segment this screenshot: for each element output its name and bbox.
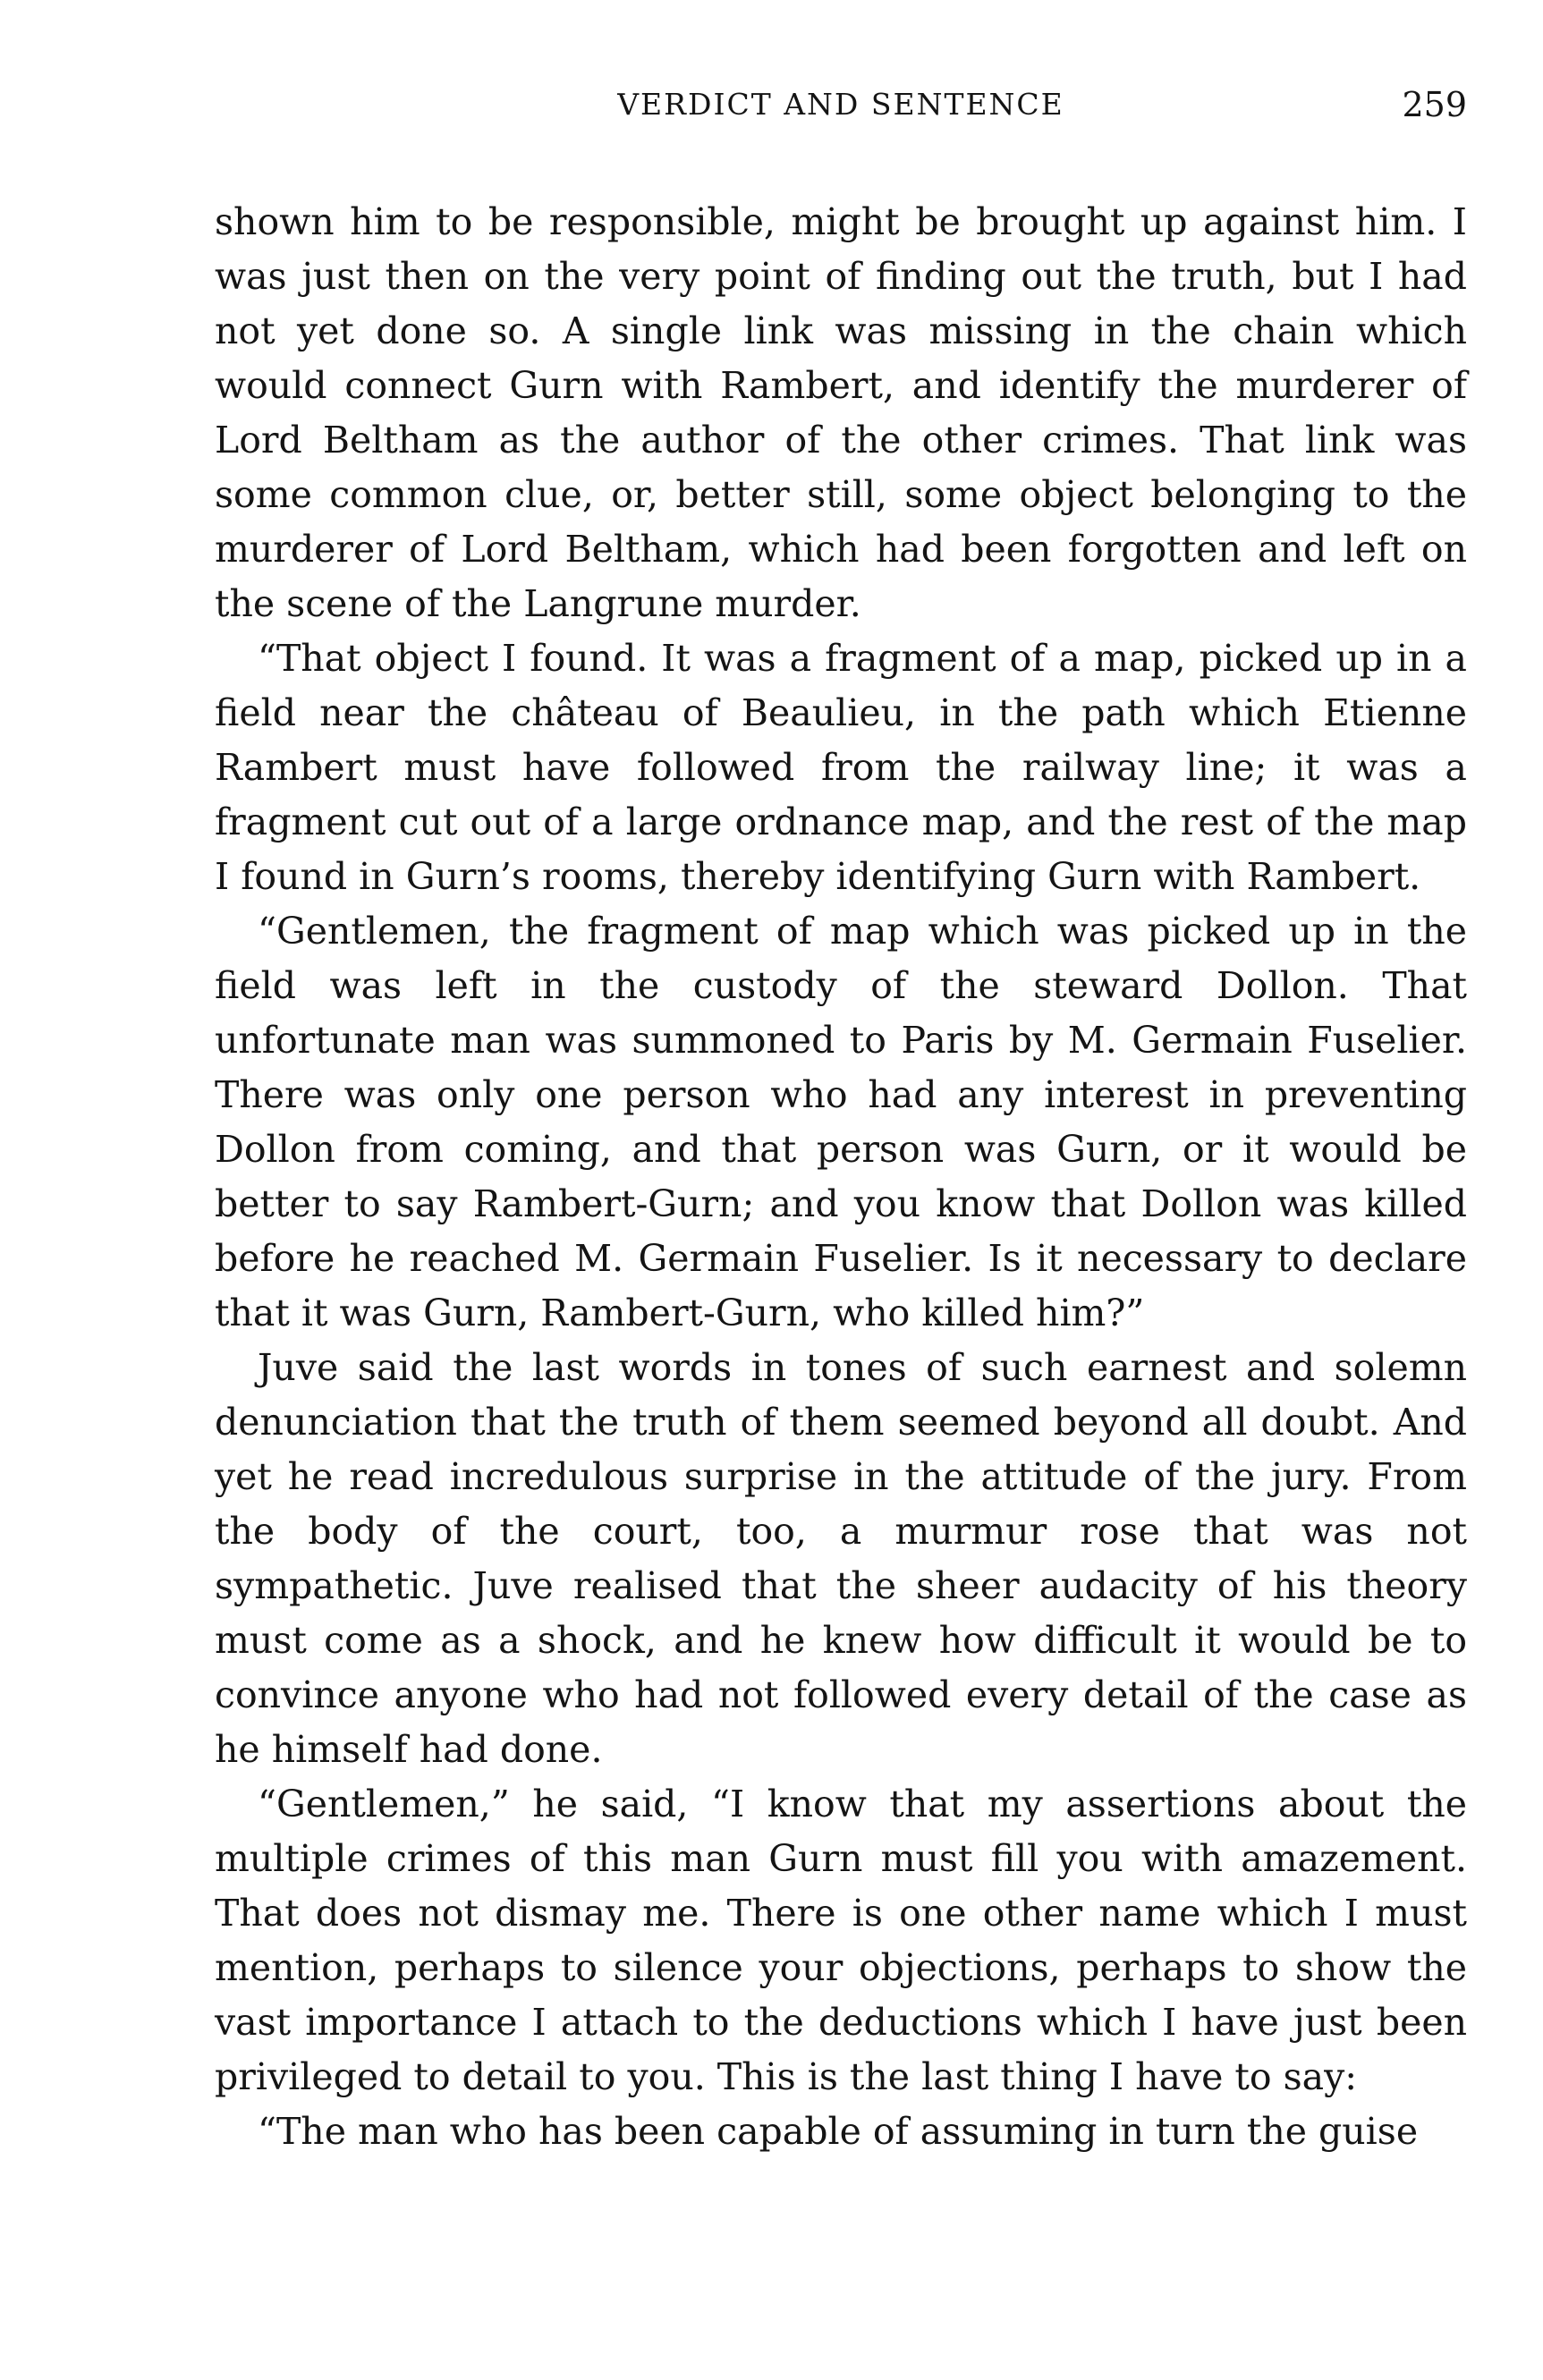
running-title: VERDICT AND SENTENCE: [617, 87, 1064, 122]
paragraph: “Gentlemen,” he said, “I know that my assertions about the multiple crimes of this man Gurn must fill you with amazement. That does not dismay me. There is one other name which I must mention, perhaps to silence your objections, perhaps to show the vast importance I attach to the deductions which I have just been privileged to detail to you. This is the last thing I have to say:: [215, 1783, 1467, 2098]
running-head: [215, 82, 1467, 127]
body-text: [215, 195, 1467, 2159]
paragraph: “Gentlemen, the fragment of map which was picked up in the field was left in the custody of the steward Dollon. That unfortunate man was summoned to Paris by M. Germain Fuselier. There was only one person who had any interest in preventing Dollon from coming, and that person was Gurn, or it would be better to say Rambert-Gurn; and you know that Dollon was killed before he reached M. Germain Fuselier. Is it necessary to declare that it was Gurn, Rambert-Gurn, who killed him?”: [215, 910, 1467, 1334]
page-number: 259: [1402, 85, 1467, 124]
paragraph: “That object I found. It was a fragment of a map, picked up in a field near the château of Beaulieu, in the path which Etienne Rambert must have followed from the railway line; it was a fragment cut out of a large ordnance map, and the rest of the map I found in Gurn’s rooms, thereby identifying Gurn with Rambert.: [215, 637, 1467, 898]
paragraph: “The man who has been capable of assuming in turn the guise: [258, 2110, 1419, 2153]
paragraph-continued: shown him to be responsible, might be brought up against him. I was just then on the very point of finding out the truth, but I had not yet done so. A single link was missing in the chain which would connect Gurn with Rambert, and identify the murderer of Lord Beltham as the author of the other crimes. That link was some common clue, or, better still, some object belonging to the murderer of Lord Beltham, which had been forgotten and left on the scene of the Langrune murder.: [215, 200, 1467, 625]
paragraph: Juve said the last words in tones of such earnest and solemn denunciation that the truth of them seemed beyond all doubt. And yet he read incredulous surprise in the attitude of the jury. From the body of the court, too, a murmur rose that was not sympathetic. Juve realised that the sheer audacity of his theory must come as a shock, and he knew how difficult it would be to convince anyone who had not followed every detail of the case as he himself had done.: [215, 1346, 1467, 1771]
